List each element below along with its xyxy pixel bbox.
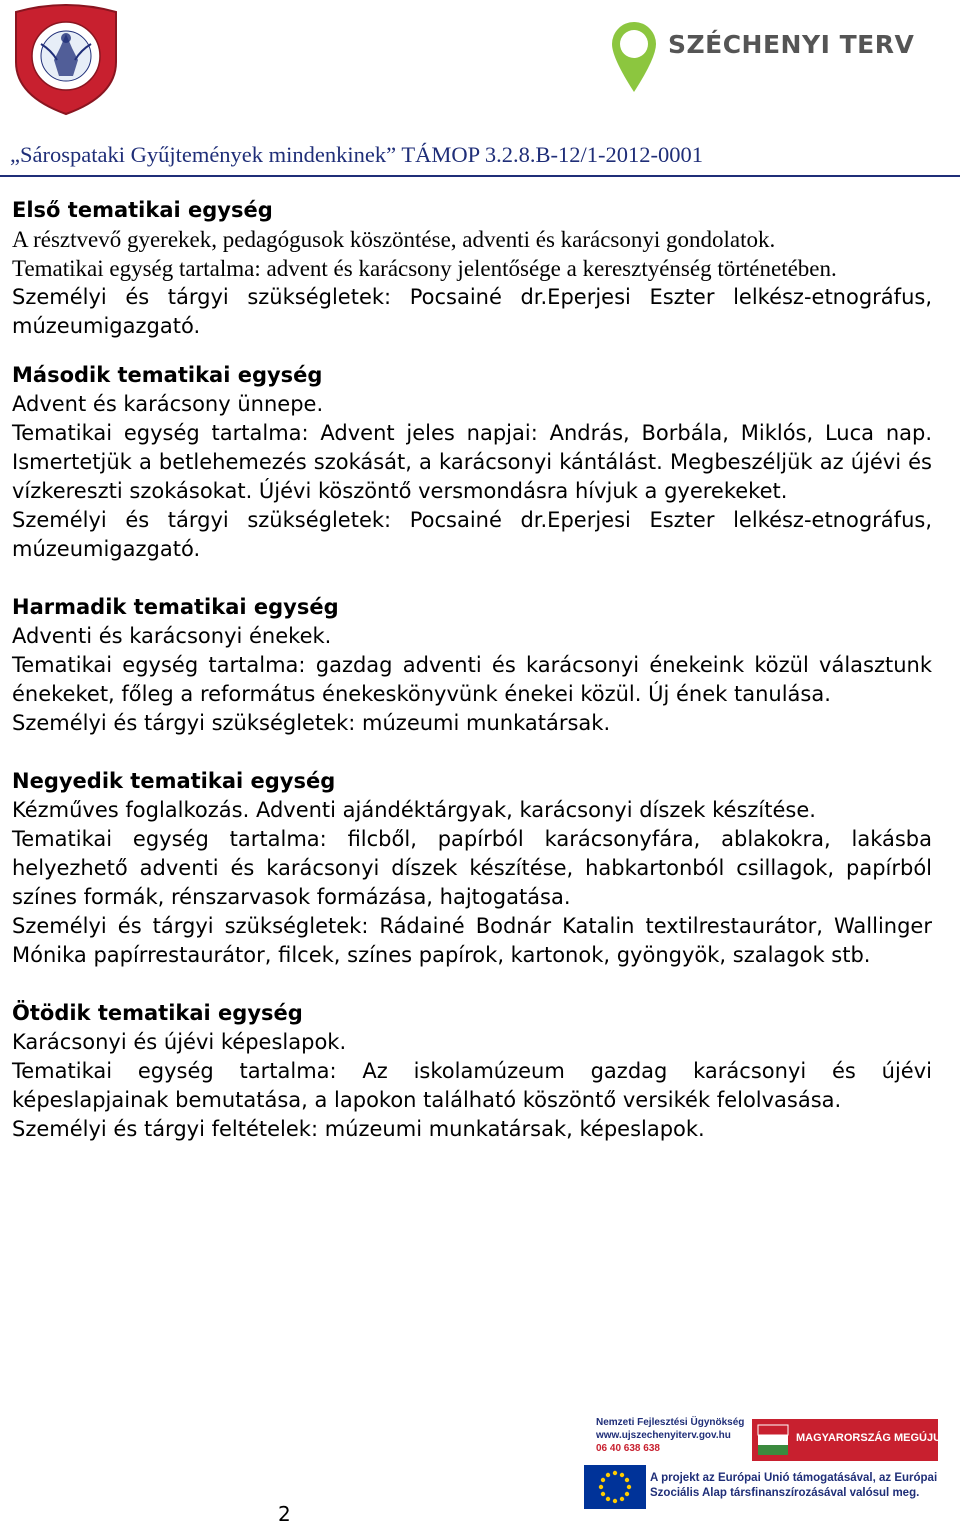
eu-funding-line: Szociális Alap társfinanszírozásával valósul meg. [650, 1487, 920, 1499]
section-title: Második tematikai egység [12, 363, 323, 387]
section-5 [12, 999, 932, 1144]
project-title: „Sárospataki Gyűjtemények mindenkinek” TÁMOP 3.2.8.B-12/1-2012-0001 [10, 142, 704, 167]
spacer [12, 341, 932, 361]
section-line: Személyi és tárgyi szükségletek: Rádainé Bodnár Katalin textilrestaurátor, Wallinger Mónika papírrestaurátor, filcek, színes papírok, kartonok, gyöngyök, szalagok stb. [12, 914, 932, 967]
section-line: Tematikai egység tartalma: gazdag adventi és karácsonyi énekeink közül választunk énekeket, főleg a református énekeskönyvünk énekei közül. Új ének tanulása. [12, 653, 932, 706]
eu-flag-icon [584, 1465, 646, 1509]
spacer [12, 738, 932, 767]
section-title: Harmadik tematikai egység [12, 595, 339, 619]
section-line: Advent és karácsony ünnepe. [12, 392, 324, 416]
section-title: Negyedik tematikai egység [12, 769, 336, 793]
section-line: Kézműves foglalkozás. Adventi ajándéktárgyak, karácsonyi díszek készítése. [12, 798, 816, 822]
document-body [12, 196, 932, 1144]
nfu-phone: 06 40 638 638 [596, 1443, 660, 1454]
section-3 [12, 593, 932, 738]
section-title: Ötödik tematikai egység [12, 1001, 303, 1025]
spacer [12, 970, 932, 999]
eu-funding-line: A projekt az Európai Unió támogatásával, az Európai [650, 1472, 938, 1484]
szechenyi-terv-wordmark: SZÉCHENYI TERV [668, 30, 915, 59]
section-line: A résztvevő gyerekek, pedagógusok köszöntése, adventi és karácsonyi gondolatok. [12, 227, 776, 252]
section-line: Személyi és tárgyi feltételek: múzeumi munkatársak, képeslapok. [12, 1117, 705, 1141]
section-line: Személyi és tárgyi szükségletek: Pocsainé dr.Eperjesi Eszter lelkész-etnográfus, múzeumigazgató. [12, 508, 932, 561]
section-title: Első tematikai egység [12, 198, 273, 222]
section-1 [12, 196, 932, 341]
section-line: Tematikai egység tartalma: advent és karácsony jelentősége a keresztyénség történetében. [12, 256, 837, 281]
section-line: Adventi és karácsonyi énekek. [12, 624, 332, 648]
eu-funding-note [650, 1471, 937, 1501]
section-line: Tematikai egység tartalma: filcből, papírból karácsonyfára, ablakokra, lakásba helyezhető adventi és karácsonyi díszek készítése, habkartonból csillagok, papírból színes formák, rénszarvasok formázása, hajtogatása. [12, 827, 932, 909]
page-number: 2 [278, 1502, 291, 1526]
kollegium-logo [11, 4, 121, 116]
spacer [12, 564, 932, 593]
section-line: Karácsonyi és újévi képeslapok. [12, 1030, 347, 1054]
section-line: Személyi és tárgyi szükségletek: Pocsainé dr.Eperjesi Eszter lelkész-etnográfus, múzeumigazgató. [12, 285, 932, 338]
badge-text: MAGYARORSZÁG MEGÚJUL [796, 1432, 948, 1444]
section-line: Tematikai egység tartalma: Advent jeles napjai: András, Borbála, Miklós, Luca nap. Ismertetjük a betlehemezés szokását, a karácsonyi kántálást. Megbeszéljük az újévi és vízkereszti szokásokat. Újévi köszöntő versmondásra hívjuk a gyerekeket. [12, 421, 932, 503]
header-divider [0, 175, 960, 177]
section-4 [12, 767, 932, 970]
nfu-website: www.ujszechenyiterv.gov.hu [596, 1430, 731, 1441]
section-line: Tematikai egység tartalma: Az iskolamúzeum gazdag karácsonyi és újévi képeslapjainak bemutatása, a lapokon található köszöntő versikék felolvasása. [12, 1059, 932, 1112]
section-line: Személyi és tárgyi szükségletek: múzeumi munkatársak. [12, 711, 611, 735]
section-2 [12, 361, 932, 564]
nfu-name: Nemzeti Fejlesztési Ügynökség [596, 1417, 745, 1428]
nfu-logo [596, 1416, 744, 1455]
